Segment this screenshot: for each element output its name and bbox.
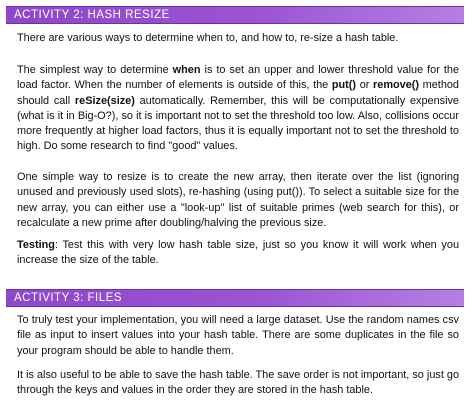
activity-2-intro: There are various ways to determine when to, and how to, re-size a hash table.: [17, 32, 399, 44]
activity-2-threshold-paragraph: The simplest way to determine when is to set an upper and lower threshold value for the load factor. When the number of elements is outside of this, the put() or remove() method should call reSize(size) automatically. Remember, this will be computationally expensive (what is it in Big-O?), so it is important not to set the threshold too low. Also, collisions occur more frequently at higher load factors, thus it is equally important not to set the threshold to high. Do some research to find "good" values.: [17, 64, 460, 153]
testing-label: Testing: [17, 239, 55, 251]
activity-2-header: [6, 6, 464, 24]
keyword-when: when: [172, 64, 201, 76]
keyword-put: put(): [331, 79, 357, 92]
keyword-remove: remove(): [373, 79, 420, 92]
activity-2-testing-paragraph: Testing: Test this with very low hash table size, just so you know it will work when you increase the size of the table.: [17, 239, 459, 267]
activity-3-title: ACTIVITY 3: FILES: [14, 292, 122, 304]
activity-2-title: ACTIVITY 2: HASH RESIZE: [14, 9, 170, 21]
activity-3-dataset-paragraph: To truly test your implementation, you will need a large dataset. Use the random names csv file as input to insert values into your hash table. There are some duplicates in the file so your program should be able to handle them.: [17, 314, 459, 357]
activity-2-resize-paragraph: One simple way to resize is to create the new array, then iterate over the list (ignoring unused and previously used slots), re-hashing (using put()). To select a suitable size for the new array, you can either use a "look-up" list of suitable primes (web search for this), or recalculate a new prime after doubling/halving the previous size.: [17, 171, 459, 229]
activity-3-header: [6, 289, 464, 307]
activity-3-save-paragraph: It is also useful to be able to save the hash table. The save order is not important, so just go through the keys and values in the order they are stored in the hash table.: [17, 369, 459, 397]
keyword-resize: reSize(size): [74, 94, 135, 107]
